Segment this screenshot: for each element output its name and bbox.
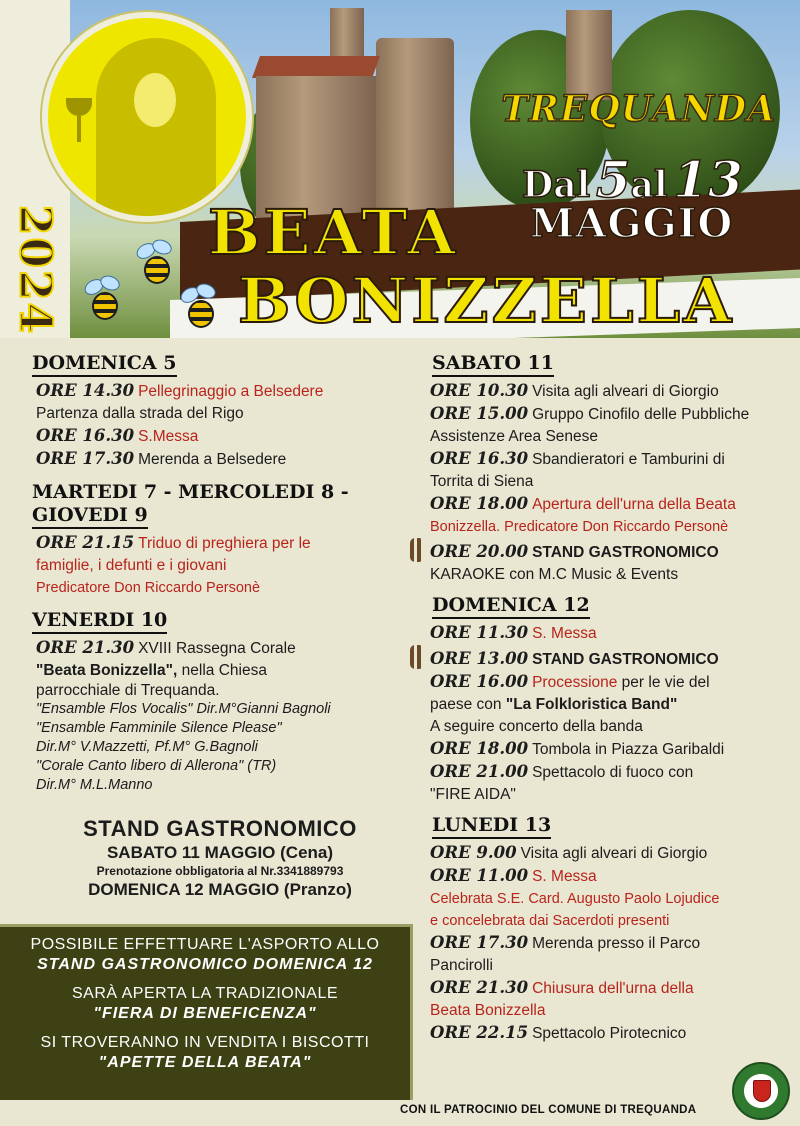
event-row: ORE 14.30 Pellegrinaggio a Belsedere xyxy=(36,381,324,400)
info-line: POSSIBILE EFFETTUARE L'ASPORTO ALLO xyxy=(30,936,380,953)
event-text: Celebrata S.E. Card. Augusto Paolo Lojudice xyxy=(430,891,720,907)
event-row: ORE 20.00 STAND GASTRONOMICO xyxy=(430,538,790,564)
title-line-1: BEATA xyxy=(208,196,459,269)
day-heading: MARTEDI 7 - MERCOLEDI 8 - xyxy=(32,481,349,503)
event-text: Assistenze Area Senese xyxy=(430,428,599,445)
event-text: Beata Bonizzella xyxy=(430,1002,546,1019)
left-column xyxy=(30,352,410,795)
event-text: A seguire concerto della banda xyxy=(430,718,643,735)
year-label: 2024 xyxy=(9,204,61,336)
event-note: Partenza dalla strada del Rigo xyxy=(36,405,244,422)
event-row: ORE 13.00 STAND GASTRONOMICO xyxy=(430,645,790,671)
bee-icon xyxy=(80,276,124,324)
event-text: "FIRE AIDA" xyxy=(430,786,516,803)
day-heading: DOMENICA 12 xyxy=(432,594,590,619)
saint-medallion xyxy=(42,12,252,222)
event-text: Bonizzella. Predicatore Don Riccardo Personè xyxy=(430,519,729,535)
chalice-icon xyxy=(66,98,92,146)
choir-line: Dir.M° M.L.Manno xyxy=(36,777,153,793)
choir-line: "Corale Canto libero di Allerona" (TR) xyxy=(36,758,277,774)
event-row: ORE 18.00 Apertura dell'urna della Beata xyxy=(430,494,736,513)
event-row: ORE 10.30 Visita agli alveari di Giorgio xyxy=(430,381,719,400)
cutlery-icon xyxy=(410,538,424,562)
day-heading: SABATO 11 xyxy=(432,352,554,377)
event-text: KARAOKE con M.C Music & Events xyxy=(430,566,679,583)
event-row: ORE 21.30 XVIII Rassegna Corale xyxy=(36,638,296,657)
section-venerdi-10 xyxy=(30,609,410,795)
reservation-note: Prenotazione obbligatoria al Nr.3341889793 xyxy=(96,864,344,878)
event-row: ORE 15.00 Gruppo Cinofilo delle Pubbliche xyxy=(430,404,750,423)
church-tower xyxy=(566,10,612,100)
event-row: ORE 16.30 S.Messa xyxy=(36,426,199,445)
info-line: STAND GASTRONOMICO DOMENICA 12 xyxy=(37,956,373,973)
event-row: ORE 11.00 S. Messa xyxy=(430,866,597,885)
day-heading: DOMENICA 5 xyxy=(32,352,177,377)
right-column xyxy=(430,352,790,1045)
event-text: "Beata Bonizzella", nella Chiesa xyxy=(36,662,267,679)
event-row: ORE 9.00 Visita agli alveari di Giorgio xyxy=(430,843,708,862)
section-sabato-11 xyxy=(430,352,790,586)
section-triduo xyxy=(30,481,410,599)
day-heading: VENERDI 10 xyxy=(32,609,167,634)
event-row: ORE 17.30 Merenda a Belsedere xyxy=(36,449,287,468)
choir-line: "Ensamble Famminile Silence Please" xyxy=(36,720,282,736)
patronage-text: CON IL PATROCINIO DEL COMUNE DI TREQUANDA xyxy=(400,1104,697,1116)
event-text: Torrita di Siena xyxy=(430,473,534,490)
bee-icon xyxy=(176,284,220,332)
info-line: "APETTE DELLA BEATA" xyxy=(98,1054,312,1071)
info-line: SARÀ APERTA LA TRADIZIONALE xyxy=(71,985,339,1002)
info-box xyxy=(0,924,413,1100)
event-row: ORE 17.30 Merenda presso il Parco xyxy=(430,933,701,952)
info-line: "FIERA DI BENEFICENZA" xyxy=(93,1005,317,1022)
info-line: SI TROVERANNO IN VENDITA I BISCOTTI xyxy=(40,1034,370,1051)
event-row: ORE 16.00 Processione per le vie del xyxy=(430,672,710,691)
day-heading: GIOVEDI 9 xyxy=(32,504,148,529)
roof xyxy=(252,56,380,78)
event-row: ORE 16.30 Sbandieratori e Tamburini di xyxy=(430,449,725,468)
saint-face xyxy=(134,73,176,127)
section-lunedi-13 xyxy=(430,814,790,1045)
header-banner xyxy=(0,0,800,338)
event-row: ORE 21.30 Chiusura dell'urna della xyxy=(430,978,694,997)
event-text: famiglie, i defunti e i giovani xyxy=(36,557,227,574)
event-row: ORE 11.30 S. Messa xyxy=(430,623,597,642)
event-row: ORE 21.00 Spettacolo di fuoco con xyxy=(430,762,694,781)
event-row: ORE 18.00 Tombola in Piazza Garibaldi xyxy=(430,739,725,758)
event-text: Pancirolli xyxy=(430,957,493,974)
stand-gastronomico-block xyxy=(30,816,410,901)
month-label: MAGGIO xyxy=(530,200,734,247)
stand-title: STAND GASTRONOMICO xyxy=(83,816,357,841)
place-name: TREQUANDA xyxy=(501,88,776,130)
event-text: parrocchiale di Trequanda. xyxy=(36,682,220,699)
title-line-2: BONIZZELLA xyxy=(238,264,735,337)
event-text: e concelebrata dai Sacerdoti presenti xyxy=(430,913,670,929)
event-text: paese con "La Folkloristica Band" xyxy=(430,696,678,713)
section-domenica-12 xyxy=(430,594,790,806)
event-row: ORE 22.15 Spettacolo Pirotecnico xyxy=(430,1023,687,1042)
stand-line: SABATO 11 MAGGIO (Cena) xyxy=(106,843,334,862)
event-row: ORE 21.15 Triduo di preghiera per le xyxy=(36,533,311,552)
date-range: Dal 5al 13 xyxy=(522,150,743,209)
town-crest-icon xyxy=(732,1062,790,1120)
section-domenica-5 xyxy=(30,352,410,471)
bee-icon xyxy=(132,240,176,288)
saint-figure xyxy=(96,38,216,222)
stand-line: DOMENICA 12 MAGGIO (Pranzo) xyxy=(88,880,352,899)
cutlery-icon xyxy=(410,645,424,669)
day-heading: LUNEDI 13 xyxy=(432,814,551,839)
choir-line: "Ensamble Flos Vocalis" Dir.M°Gianni Bagnoli xyxy=(36,701,331,717)
choir-line: Dir.M° V.Mazzetti, Pf.M° G.Bagnoli xyxy=(36,739,258,755)
preacher-text: Predicatore Don Riccardo Personè xyxy=(36,580,261,596)
